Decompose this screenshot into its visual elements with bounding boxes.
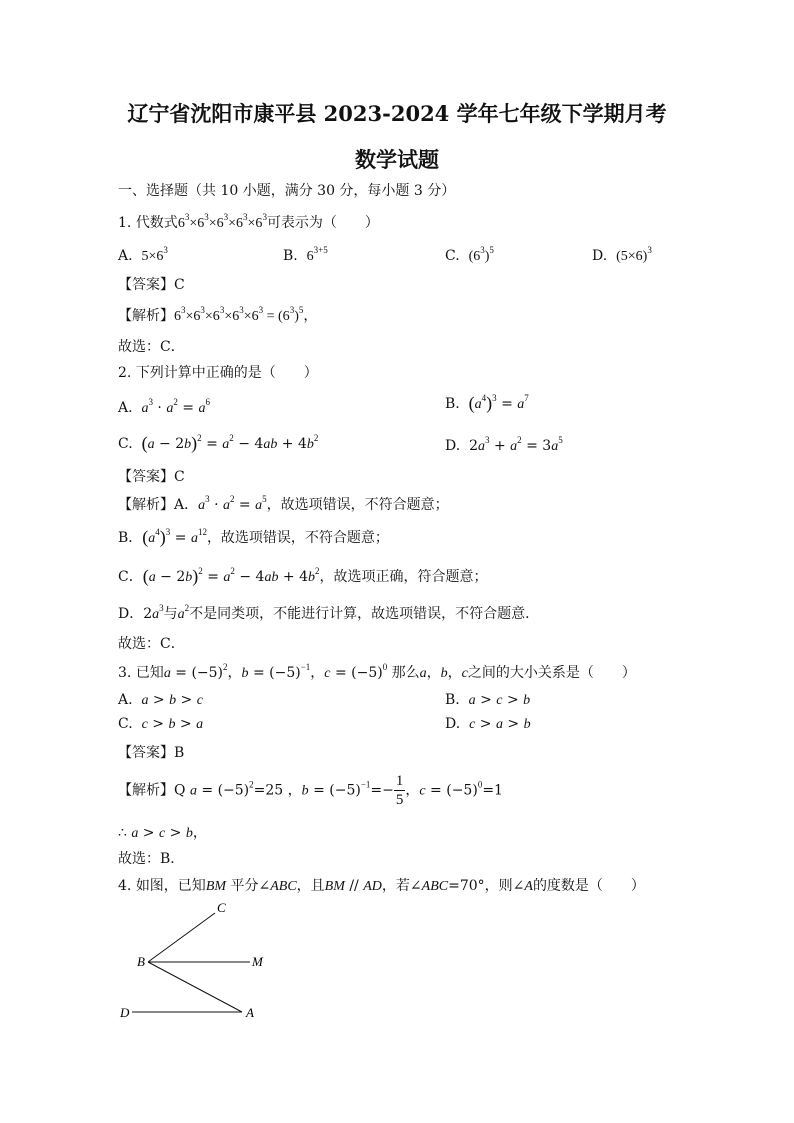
segment-ba	[148, 962, 242, 1012]
choose-1: 故选：C．	[118, 339, 185, 355]
option-b: B. a > c > b	[445, 692, 531, 708]
question-2: 2. 下列计算中正确的是（ ）	[118, 365, 318, 381]
option-c: C. $(a - 2b)^2 = a^2 - 4ab + 4b^2$	[118, 433, 319, 453]
option-c: C. $(6^3)^5$	[445, 245, 494, 264]
analysis-3b: ∴ a > c > b，	[118, 825, 207, 841]
choose-3: 故选：B．	[118, 851, 185, 867]
label-d: D	[120, 1005, 130, 1020]
question-1	[118, 212, 379, 232]
option-b: B. $(a^4)^3 = a^7$	[445, 393, 529, 413]
segment-bc	[148, 913, 215, 962]
page-subtitle: 数学试题	[355, 147, 439, 172]
label-a: A	[246, 1005, 254, 1020]
choose-2: 故选：C．	[118, 636, 185, 652]
analysis-2b: B．$(a^4)^3 = a^{12}$，故选项错误，不符合题意；	[118, 527, 389, 547]
question-4: 4. 如图，已知BM 平分∠ABC，且BM // AD，若∠ABC=70°，则∠A的度数是（ ）	[118, 878, 645, 894]
analysis-2c: C．$(a - 2b)^2 = a^2 - 4ab + 4b^2$，故选项正确，符合题意；	[118, 566, 488, 586]
option-d: D. $(5\times 6)^3$	[592, 245, 652, 264]
label-m: M	[252, 954, 263, 969]
question-text: 代数式	[135, 215, 178, 231]
analysis-2d: D．$2a^3$与$a^2$不是同类项，不能进行计算，故选项错误，不符合题意．	[118, 603, 540, 622]
option-a: A. $a^3 \cdot a^2 = a^6$	[118, 397, 210, 416]
option-a: A. $5\times 6^3$	[118, 245, 168, 264]
geometry-figure	[110, 895, 280, 1030]
question-text: 可表示为（ ）	[266, 215, 379, 231]
answer-3: 【答案】B	[118, 745, 185, 761]
analysis-2a: 【解析】A．$a^3 \cdot a^2 = a^5$，故选项错误，不符合题意；	[118, 494, 449, 513]
option-b: B. $6^{3+5}$	[283, 245, 328, 264]
label-c: C	[217, 900, 226, 915]
analysis-1: 【解析】$6^3\times 6^3\times 6^3\times 6^3\times 6^3 = (6^3)^5$，	[118, 305, 318, 324]
answer-2: 【答案】C	[118, 469, 185, 485]
fraction: $\frac{1}{5}$	[395, 773, 404, 808]
option-a: A. a > b > c	[118, 692, 203, 708]
question-number: 1.	[118, 215, 132, 231]
page-title: 辽宁省沈阳市康平县 2023-2024 学年七年级下学期月考	[127, 101, 667, 126]
label-b: B	[137, 954, 145, 969]
answer-1: 【答案】C	[118, 277, 185, 293]
option-d: D. c > a > b	[445, 716, 531, 732]
option-c: C. c > b > a	[118, 716, 204, 732]
analysis-3: 【解析】Q $a = (-5)^2=25$ ，$b = (-5)^{-1}=-$ $\frac{1}{5}$ ，$c = (-5)^0=1$	[118, 773, 503, 808]
math-expression: $6^3\times 6^3\times 6^3\times 6^3\times 6^3$	[177, 212, 267, 231]
option-d: D. $2a^3 + a^2 = 3a^5$	[445, 435, 563, 454]
section-heading: 一、选择题（共 10 小题，满分 30 分，每小题 3 分）	[118, 183, 456, 199]
question-3: 3. 已知$a = (-5)^2$，$b = (-5)^{-1}$，$c = (-5)^0$ 那么a，b，c之间的大小关系是（ ）	[118, 662, 636, 681]
